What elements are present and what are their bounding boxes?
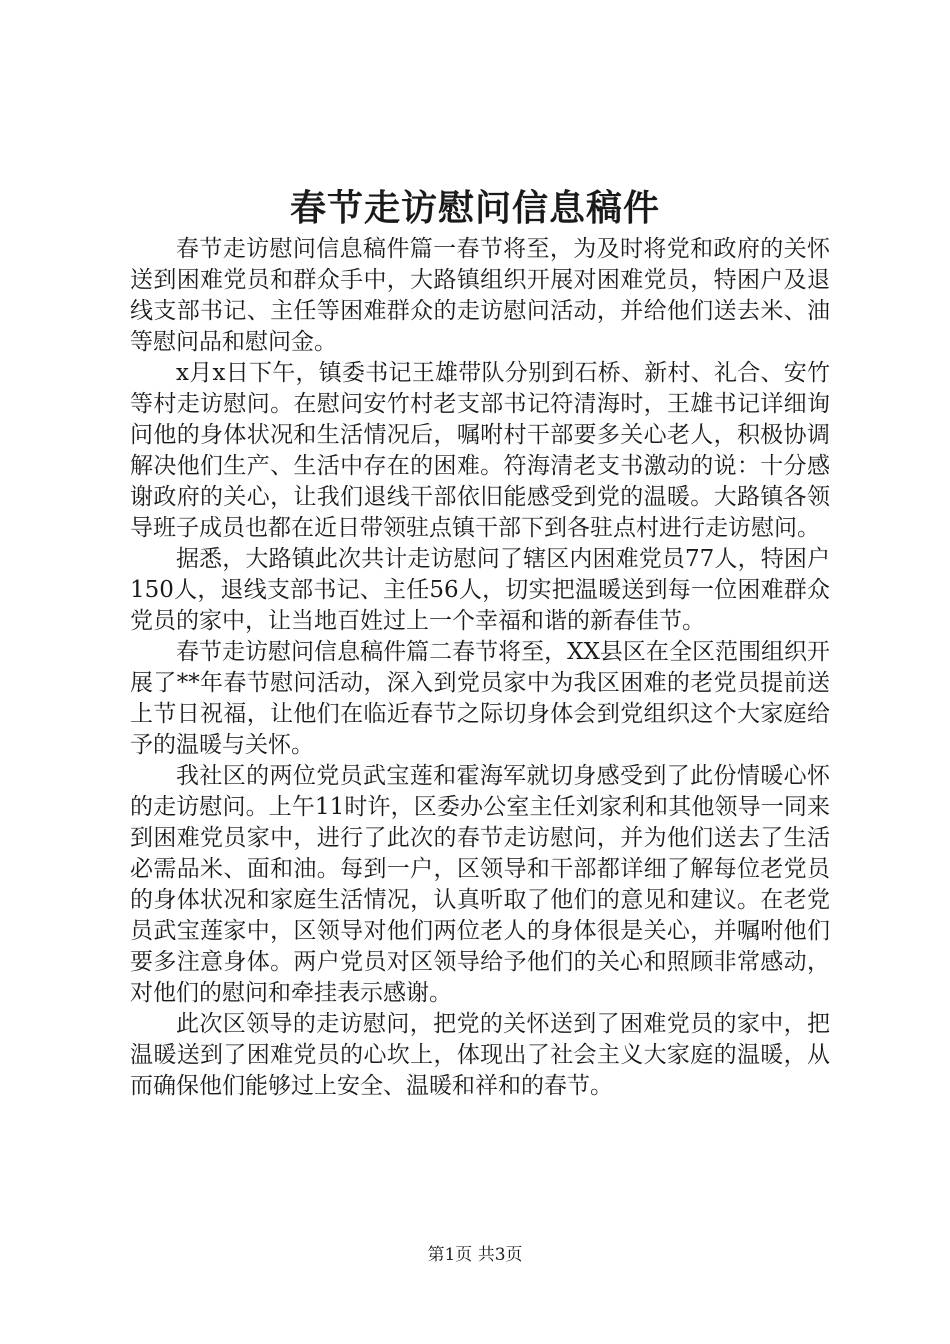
page-number-footer: 第1页 共3页 <box>427 1245 523 1265</box>
document-title: 春节走访慰问信息稿件 <box>289 187 660 229</box>
document-body <box>130 234 830 1102</box>
paragraph-6: 此次区领导的走访慰问，把党的关怀送到了困难党员的家中，把温暖送到了困难党员的心坎上，体现出了社会主义大家庭的温暖，从而确保他们能够过上安全、温暖和祥和的春节。 <box>130 1011 830 1099</box>
paragraph-1: 春节走访慰问信息稿件篇一春节将至，为及时将党和政府的关怀送到困难党员和群众手中，大路镇组织开展对困难党员，特困户及退线支部书记、主任等困难群众的走访慰问活动，并给他们送去米、油等慰问品和慰问金。 <box>130 236 830 355</box>
paragraph-4: 春节走访慰问信息稿件篇二春节将至，XX县区在全区范围组织开展了**年春节慰问活动，深入到党员家中为我区困难的老党员提前送上节日祝福，让他们在临近春节之际切身体会到党组织这个大家庭给予的温暖与关怀。 <box>130 639 830 758</box>
paragraph-5: 我社区的两位党员武宝莲和霍海军就切身感受到了此份情暖心怀的走访慰问。上午11时许，区委办公室主任刘家利和其他领导一同来到困难党员家中，进行了此次的春节走访慰问，并为他们送去了生活必需品米、面和油。每到一户，区领导和干部都详细了解每位老党员的身体状况和家庭生活情况，认真听取了他们的意见和建议。在老党员武宝莲家中，区领导对他们两位老人的身体很是关心，并嘱咐他们要多注意身体。两户党员对区领导给予他们的关心和照顾非常感动，对他们的慰问和牵挂表示感谢。 <box>130 763 830 1006</box>
paragraph-2: x月x日下午，镇委书记王雄带队分别到石桥、新村、礼合、安竹等村走访慰问。在慰问安竹村老支部书记符清海时，王雄书记详细询问他的身体状况和生活情况后，嘱咐村干部要多关心老人，积极协调解决他们生产、生活中存在的困难。符海清老支书激动的说：十分感谢政府的关心，让我们退线干部依旧能感受到党的温暖。大路镇各领导班子成员也都在近日带领驻点镇干部下到各驻点村进行走访慰问。 <box>130 360 830 541</box>
paragraph-3: 据悉，大路镇此次共计走访慰问了辖区内困难党员77人，特困户150人，退线支部书记、主任56人，切实把温暖送到每一位困难群众党员的家中，让当地百姓过上一个幸福和谐的新春佳节。 <box>130 546 830 634</box>
